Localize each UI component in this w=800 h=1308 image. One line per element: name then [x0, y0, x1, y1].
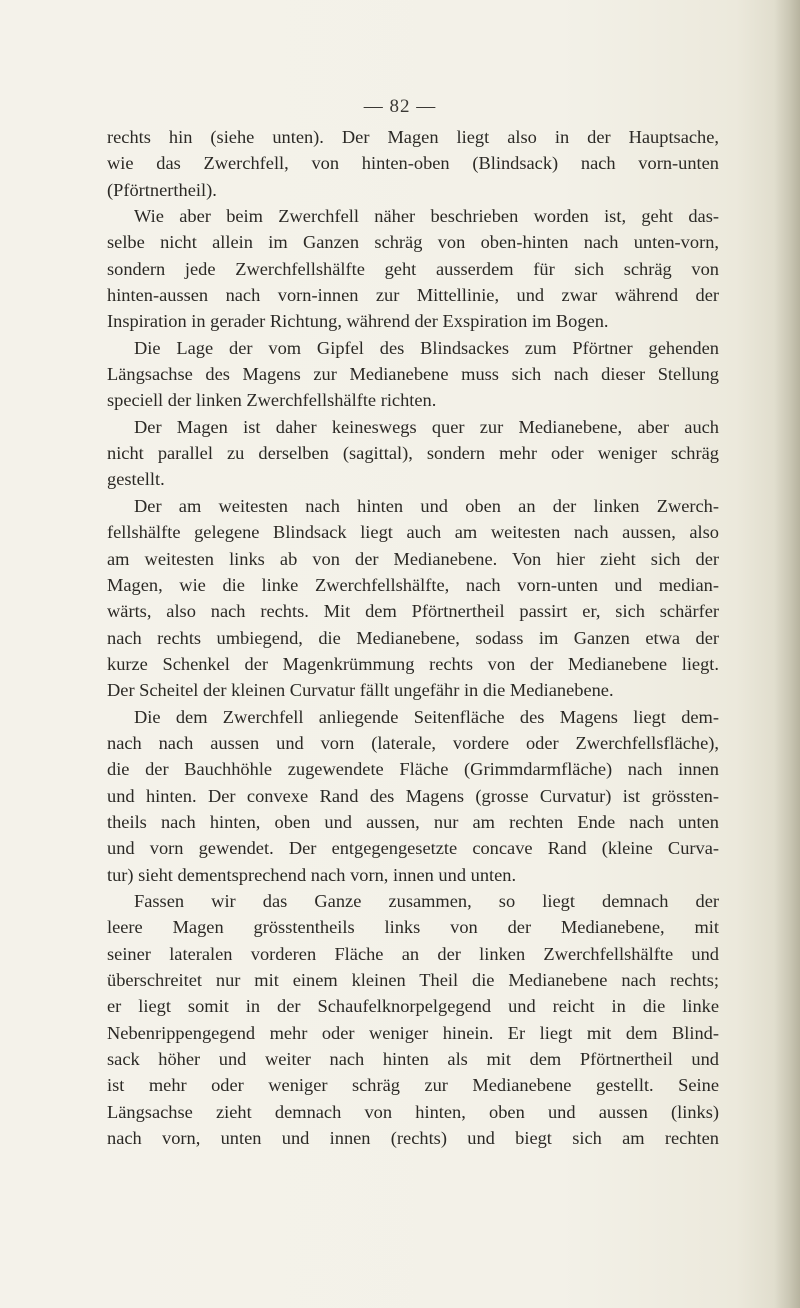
- text-line: er liegt somit in der Schaufelknorpelgegend und reicht in die linke: [107, 996, 719, 1017]
- text-line: theils nach hinten, oben und aussen, nur am rechten Ende nach unten: [107, 811, 719, 832]
- text-line: fellshälfte gelegene Blindsack liegt auch am weitesten nach aussen, also: [107, 522, 719, 543]
- text-line: Die Lage der vom Gipfel des Blindsackes zum Pförtner gehenden: [134, 337, 719, 358]
- text-line: wie das Zwerchfell, von hinten-oben (Blindsack) nach vorn-unten: [107, 153, 719, 174]
- text-line: Fassen wir das Ganze zusammen, so liegt demnach der: [134, 890, 719, 911]
- text-line: Wie aber beim Zwerchfell näher beschrieben worden ist, geht das-: [134, 206, 719, 227]
- text-line: am weitesten links ab von der Medianebene. Von hier zieht sich der: [107, 548, 719, 569]
- text-line: überschreitet nur mit einem kleinen Theil die Medianebene nach rechts;: [107, 970, 719, 990]
- text-line: (Pförtnertheil).: [107, 179, 217, 200]
- text-line: nach vorn, unten und innen (rechts) und biegt sich am rechten: [107, 1128, 719, 1149]
- text-line: Der am weitesten nach hinten und oben an der linken Zwerch-: [134, 495, 719, 516]
- page-number: — 82 —: [363, 96, 437, 117]
- text-line: und hinten. Der convexe Rand des Magens (grosse Curvatur) ist grössten-: [107, 785, 719, 806]
- text-line: speciell der linken Zwerchfellshälfte richten.: [107, 390, 437, 411]
- text-line: tur) sieht dementsprechend nach vorn, innen und unten.: [107, 864, 517, 885]
- text-line: Magen, wie die linke Zwerchfellshälfte, nach vorn-unten und median-: [107, 574, 719, 595]
- text-line: Der Scheitel der kleinen Curvatur fällt ungefähr in die Medianebene.: [107, 680, 614, 701]
- text-line: selbe nicht allein im Ganzen schräg von oben-hinten nach unten-vorn,: [107, 232, 719, 253]
- text-line: gestellt.: [107, 469, 165, 490]
- text-line: die der Bauchhöhle zugewendete Fläche (Grimmdarmfläche) nach innen: [107, 759, 719, 780]
- text-line: Inspiration in gerader Richtung, während der Exspiration im Bogen.: [107, 311, 609, 332]
- text-line: ist mehr oder weniger schräg zur Medianebene gestellt. Seine: [107, 1075, 719, 1096]
- text-line: hinten-aussen nach vorn-innen zur Mittellinie, und zwar während der: [107, 285, 719, 306]
- text-line: sack höher und weiter nach hinten als mit dem Pförtnertheil und: [107, 1049, 719, 1070]
- text-line: nicht parallel zu derselben (sagittal), sondern mehr oder weniger schräg: [107, 443, 719, 464]
- text-line: Die dem Zwerchfell anliegende Seitenfläche des Magens liegt dem-: [134, 706, 719, 727]
- text-line: sondern jede Zwerchfellshälfte geht ausserdem für sich schräg von: [107, 258, 719, 279]
- page-edge-shadow: [774, 0, 800, 1308]
- text-line: wärts, also nach rechts. Mit dem Pförtnertheil passirt er, sich schärfer: [107, 601, 719, 622]
- text-line: nach nach aussen und vorn (laterale, vordere oder Zwerchfellsfläche),: [107, 732, 719, 753]
- text-line: Längsachse des Magens zur Medianebene muss sich nach dieser Stellung: [107, 364, 719, 385]
- body-text: [107, 124, 719, 1151]
- text-line: leere Magen grösstentheils links von der Medianebene, mit: [107, 917, 719, 938]
- text-line: rechts hin (siehe unten). Der Magen liegt also in der Hauptsache,: [107, 127, 719, 147]
- text-line: seiner lateralen vorderen Fläche an der linken Zwerchfellshälfte und: [107, 943, 719, 964]
- text-line: nach rechts umbiegend, die Medianebene, sodass im Ganzen etwa der: [107, 627, 719, 648]
- text-line: Der Magen ist daher keineswegs quer zur Medianebene, aber auch: [134, 416, 719, 437]
- text-line: kurze Schenkel der Magenkrümmung rechts von der Medianebene liegt.: [107, 653, 719, 674]
- text-line: Nebenrippengegend mehr oder weniger hinein. Er liegt mit dem Blind-: [107, 1022, 719, 1043]
- text-line: Längsachse zieht demnach von hinten, oben und aussen (links): [107, 1101, 719, 1122]
- text-line: und vorn gewendet. Der entgegengesetzte concave Rand (kleine Curva-: [107, 838, 719, 859]
